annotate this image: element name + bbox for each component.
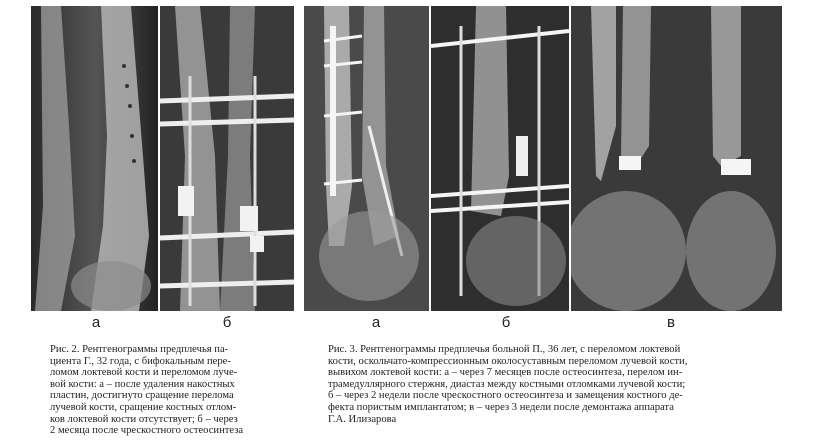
panel-label-fig3-b: б xyxy=(501,314,511,331)
xray-fig3-panel-c xyxy=(571,6,782,311)
panel-label-fig2-a: а xyxy=(91,314,101,331)
panel-label-fig3-c: в xyxy=(667,314,675,331)
panel-label-fig3-a: а xyxy=(371,314,381,331)
xray-fig2-panel-a xyxy=(31,6,158,311)
xray-fig2-panel-b xyxy=(160,6,294,311)
xray-fig3-panel-a xyxy=(304,6,429,311)
figure3-caption: Рис. 3. Рентгенограммы предплечья больной П., 36 лет, с переломом локтевой кости, оскольчато-компрессионным околосуставным переломом лучевой кости, вывихом локтевой кости: а – через 7 месяцев после остеосинтеза, перелом ин- трамедуллярного стержня, диастаз между костными отломками лучевой кости; б – через 2 недели после чрескостного остеосинтеза и замещения костного де- фекта пористым имплантатом; в – через 3 недели после демонтажа аппарата Г.А. Илизарова xyxy=(328,344,688,425)
panel-label-fig2-b: б xyxy=(222,314,232,331)
figure2-caption: Рис. 2. Рентгенограммы предплечья па- циента Г., 32 года, с бифокальным пере- ломом локтевой кости и переломом луче- вой кости: а – после удаления накостных пластин, достигнуто сращение перелома лучевой кости, сращение костных отлом- ков локтевой кости отсутствует; б – через 2 месяца после чрескостного остеосинтеза xyxy=(50,344,244,437)
xray-fig3-panel-b xyxy=(431,6,569,311)
